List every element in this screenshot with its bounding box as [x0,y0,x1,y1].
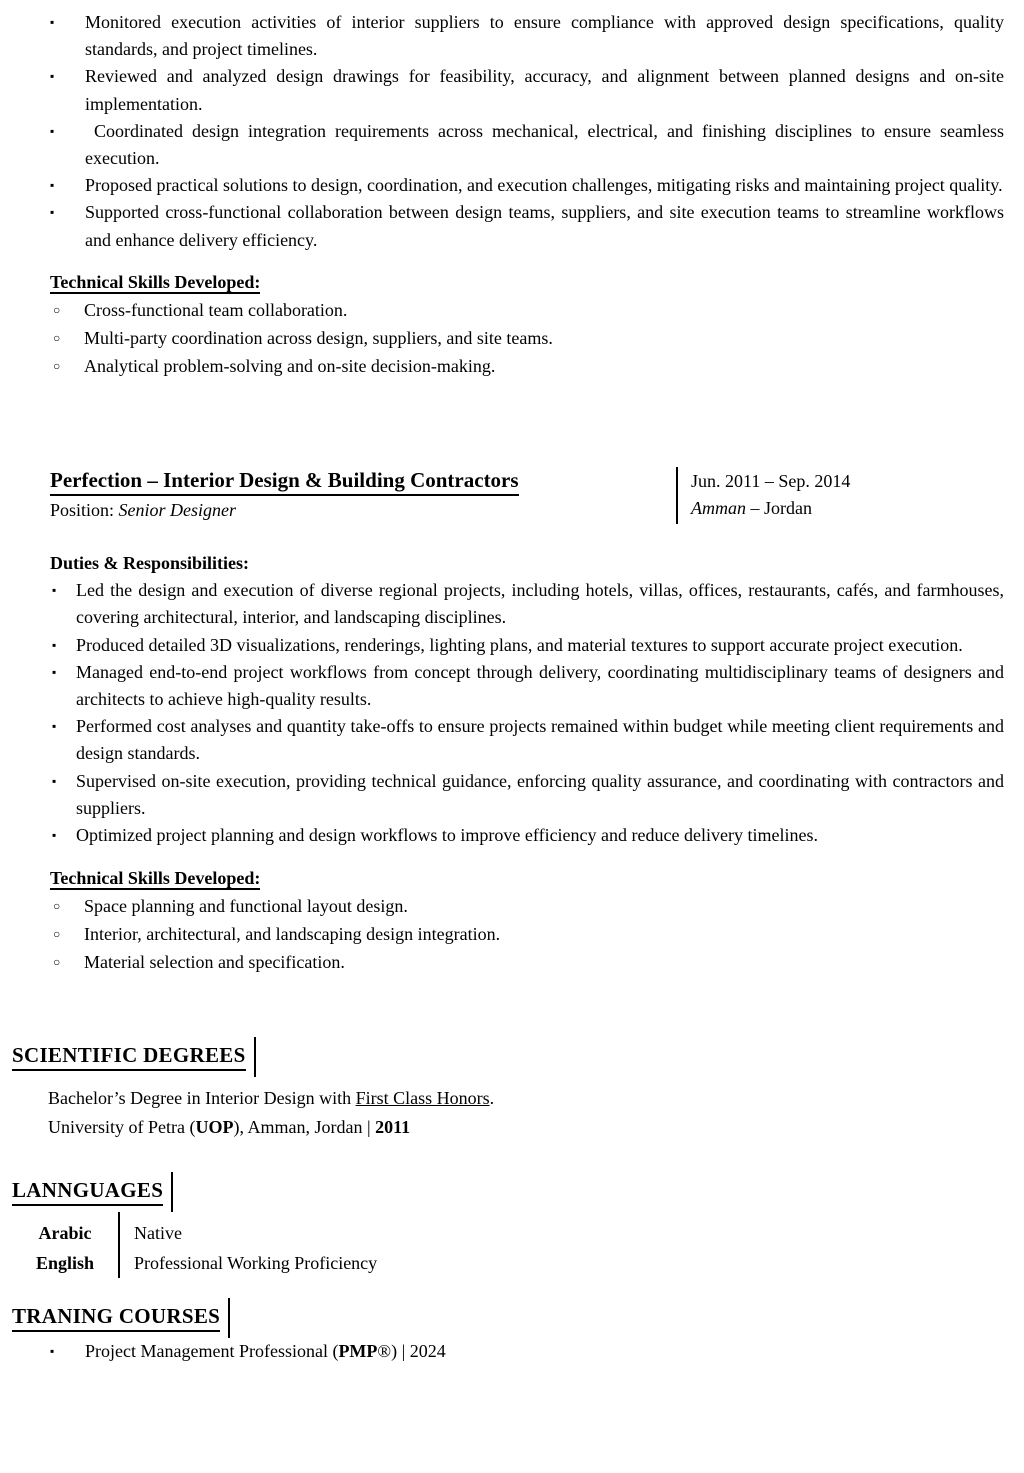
previous-role-skills-list [0,296,1024,380]
bullet-item [0,118,1024,172]
skill-item [0,892,1024,920]
language-level: Native [134,1223,182,1244]
training-course-name: Project Management Professional ( [85,1341,339,1362]
company-line [50,467,628,496]
bullet-text: Reviewed and analyzed design drawings for feasibility, accuracy, and alignment between planned designs and on-site implementation. [85,66,1004,114]
bullet-text: Coordinated design integration requirements across mechanical, electrical, and finishing disciplines to ensure seamless execution. [85,120,1004,169]
date-range: Jun. 2011 – Sep. 2014 [691,471,851,492]
university-location: ), Amman, Jordan | [233,1116,376,1137]
job-header-right [676,467,850,524]
training-list [0,1338,1024,1365]
duties-list [0,577,1024,849]
duty-item [0,713,1024,767]
position-value: Senior Designer [118,500,237,521]
language-name: English [35,1253,95,1274]
degree-honors: First Class Honors [355,1088,490,1109]
circle-bullet-icon: ○ [53,955,61,970]
degree-block [48,1084,1024,1141]
language-level: Professional Working Proficiency [134,1253,378,1274]
duty-item [0,822,1024,849]
position-line [50,497,628,524]
skill-text: Multi-party coordination across design, suppliers, and site teams. [84,328,553,349]
square-bullet-icon: ▪ [52,773,57,788]
location-city: Amman [691,498,746,519]
bullet-item [0,172,1024,199]
skills-heading-text: Technical Skills Developed: [50,271,261,292]
duty-text: Optimized project planning and design workflows to improve efficiency and reduce delivery timelines. [76,825,818,846]
university-abbr: UOP [195,1116,234,1137]
bullet-item [0,199,1024,253]
location-country: – Jordan [746,498,812,519]
university-text: University of Petra ( [48,1116,196,1137]
duty-item [0,659,1024,713]
circle-bullet-icon: ○ [53,331,61,346]
skill-item [0,296,1024,324]
square-bullet-icon: ▪ [52,719,57,734]
language-levels-column [120,1218,377,1278]
section-heading-training [12,1298,1024,1338]
square-bullet-icon: ▪ [50,1344,55,1359]
circle-bullet-icon: ○ [53,927,61,942]
training-year: ®) | 2024 [377,1341,446,1362]
skills-heading [50,269,1024,296]
skill-item [0,920,1024,948]
skill-item [0,948,1024,976]
skills-heading-text: Technical Skills Developed: [50,868,261,889]
language-names-column [12,1218,118,1278]
duty-text: Led the design and execution of diverse regional projects, including hotels, villas, offices, restaurants, cafés, and farmhouses, covering architectural, interior, and landscaping disciplines. [76,580,1004,628]
duty-text: Produced detailed 3D visualizations, renderings, lighting plans, and material textures to support accurate project execution. [76,634,963,655]
square-bullet-icon: ▪ [50,15,55,29]
duty-text: Performed cost analyses and quantity take-offs to ensure projects remained within budget while meeting client requirements and design standards. [76,716,1004,764]
company-heading: Perfection – Interior Design & Building Contractors [50,467,519,496]
section-heading-languages [12,1172,1024,1212]
job-header-left [50,467,628,524]
skill-text: Cross-functional team collaboration. [84,300,348,321]
skill-text: Material selection and specification. [84,952,345,973]
skills-heading [50,865,1024,892]
duty-text: Managed end-to-end project workflows from concept through delivery, coordinating multidisciplinary teams of designers and architects to achieve high-quality results. [76,661,1004,710]
bullet-text: Monitored execution activities of interior suppliers to ensure compliance with approved design specifications, quality standards, and project timelines. [85,12,1004,60]
square-bullet-icon: ▪ [50,123,55,138]
circle-bullet-icon: ○ [53,899,61,914]
job-header [0,467,1024,524]
duty-item [0,632,1024,659]
duty-item [0,768,1024,822]
bullet-text: Supported cross-functional collaboration between design teams, suppliers, and site execution teams to streamline workflows and enhance delivery efficiency. [85,202,1004,250]
square-bullet-icon: ▪ [52,637,57,652]
square-bullet-icon: ▪ [50,178,55,193]
previous-role-bullet-list [0,9,1024,254]
training-text [85,1338,1004,1365]
language-name: Arabic [38,1223,92,1244]
square-bullet-icon: ▪ [50,205,55,220]
duties-heading: Duties & Responsibilities: [50,553,250,574]
bullet-text: Proposed practical solutions to design, coordination, and execution challenges, mitigating risks and maintaining project quality. [85,175,1003,196]
skill-item [0,352,1024,380]
university-line [48,1113,1024,1142]
degree-line [48,1084,1024,1113]
training-heading-text: TRANING COURSES [12,1304,220,1332]
training-cert-abbr: PMP [338,1341,378,1362]
circle-bullet-icon: ○ [53,303,61,318]
role-skills-list [0,892,1024,976]
skill-text: Interior, architectural, and landscaping design integration. [84,924,501,945]
skill-item [0,324,1024,352]
bullet-item [0,63,1024,117]
graduation-year: 2011 [375,1116,411,1137]
duty-item [0,577,1024,631]
square-bullet-icon: ▪ [52,583,57,598]
duty-text: Supervised on-site execution, providing technical guidance, enforcing quality assurance, and coordinating with contractors and suppliers. [76,770,1004,818]
languages-heading-text: LANNGUAGES [12,1178,163,1206]
heading-cursor-bar [171,1172,173,1212]
bullet-item [0,9,1024,63]
location-line [691,495,850,522]
heading-cursor-bar [254,1037,256,1077]
heading-cursor-bar [228,1298,230,1338]
skill-text: Analytical problem-solving and on-site decision-making. [84,356,496,377]
degree-text: Bachelor’s Degree in Interior Design with [48,1088,356,1109]
languages-table [12,1218,1024,1278]
position-label: Position: [50,500,119,521]
skill-text: Space planning and functional layout design. [84,896,408,917]
training-item [0,1338,1024,1365]
degrees-heading-text: SCIENTIFIC DEGREES [12,1043,246,1071]
circle-bullet-icon: ○ [53,359,61,374]
square-bullet-icon: ▪ [52,828,57,843]
square-bullet-icon: ▪ [52,664,57,679]
degree-period: . [489,1088,495,1109]
section-heading-degrees [12,1037,1024,1077]
square-bullet-icon: ▪ [50,69,55,84]
